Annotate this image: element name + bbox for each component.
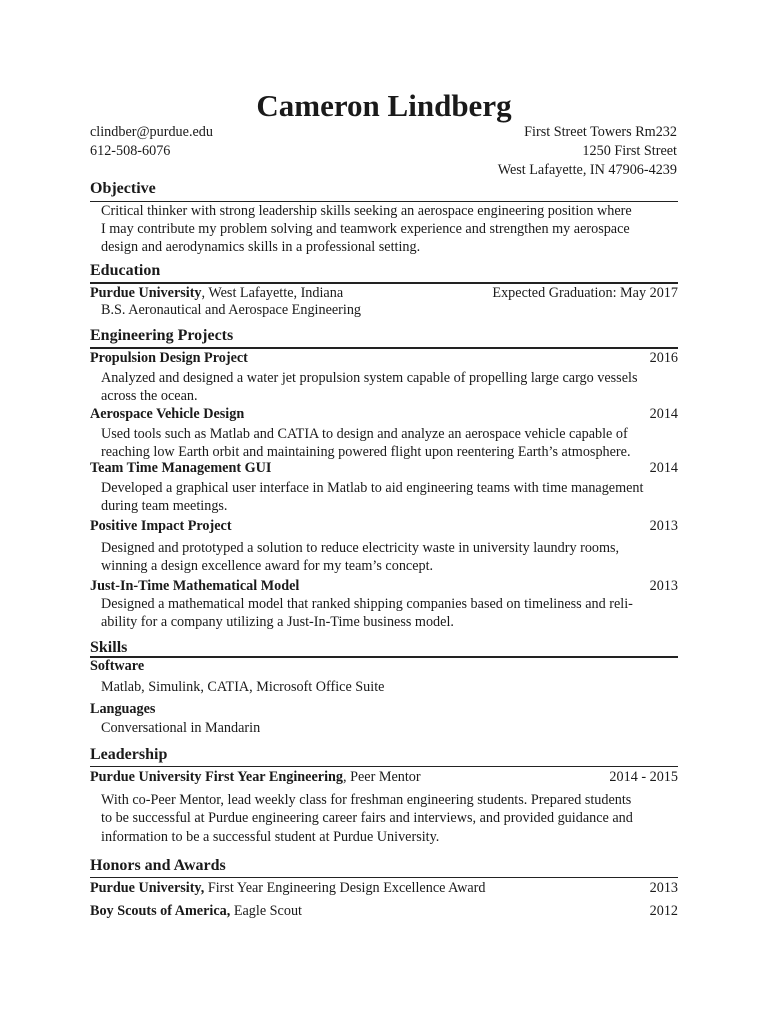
project-title-row	[90, 517, 678, 536]
objective-line-1: Critical thinker with strong leadership skills seeking an aerospace engineering position where	[101, 203, 632, 219]
honor-award: Eagle Scout	[230, 903, 302, 919]
project-title-row	[90, 405, 678, 424]
project-description-line: across the ocean.	[101, 388, 198, 404]
languages-value: Conversational in Mandarin	[101, 720, 261, 736]
project-year: 2013	[649, 518, 678, 534]
honor-org: Purdue University,	[90, 880, 205, 896]
project-year: 2014	[649, 406, 678, 422]
leadership-years: 2014 - 2015	[609, 769, 678, 785]
address-line-1: First Street Towers Rm232	[524, 124, 677, 140]
software-label: Software	[90, 658, 145, 674]
leadership-description-line: information to be a successful student at Purdue University.	[101, 829, 440, 845]
objective-heading: Objective	[90, 180, 156, 197]
education-row	[90, 284, 678, 303]
honor-entry	[90, 902, 302, 921]
email: clindber@purdue.edu	[90, 124, 213, 140]
candidate-name: Cameron Lindberg	[256, 88, 512, 123]
honor-year: 2013	[649, 880, 678, 896]
leadership-rule	[90, 766, 678, 767]
address-line-2: 1250 First Street	[582, 143, 677, 159]
project-description-line: ability for a company utilizing a Just-In-Time business model.	[101, 614, 454, 630]
honor-row	[90, 902, 678, 921]
project-title: Team Time Management GUI	[90, 460, 272, 476]
education-institution	[90, 284, 343, 303]
honor-award: First Year Engineering Design Excellence Award	[204, 880, 486, 896]
project-title: Aerospace Vehicle Design	[90, 406, 245, 422]
phone: 612-508-6076	[90, 143, 171, 159]
degree: B.S. Aeronautical and Aerospace Engineering	[101, 302, 362, 318]
project-title: Just-In-Time Mathematical Model	[90, 578, 300, 594]
project-title-row	[90, 577, 678, 596]
project-description-line: Used tools such as Matlab and CATIA to design and analyze an aerospace vehicle capable of	[101, 426, 628, 442]
leadership-heading: Leadership	[90, 746, 168, 763]
languages-label: Languages	[90, 701, 156, 717]
project-description-line: Developed a graphical user interface in Matlab to aid engineering teams with time management	[101, 480, 644, 496]
project-title-row	[90, 459, 678, 478]
project-title-row	[90, 349, 678, 368]
leadership-description-line: to be successful at Purdue engineering career fairs and interviews, and provided guidance and	[101, 810, 633, 826]
project-description-line: reaching low Earth orbit and maintaining powered flight upon reentering Earth’s atmosphere.	[101, 444, 631, 460]
honors-rule	[90, 877, 678, 878]
skills-rule	[90, 656, 678, 658]
leadership-description-line: With co-Peer Mentor, lead weekly class for freshman engineering students. Prepared students	[101, 792, 632, 808]
objective-line-3: design and aerodynamics skills in a professional setting.	[101, 239, 421, 255]
project-description-line: Analyzed and designed a water jet propulsion system capable of propelling large cargo vessels	[101, 370, 638, 386]
honor-row	[90, 879, 678, 898]
leadership-position	[90, 768, 421, 787]
projects-heading: Engineering Projects	[90, 327, 234, 344]
skills-heading: Skills	[90, 639, 128, 656]
education-heading: Education	[90, 262, 161, 279]
leadership-row	[90, 768, 678, 787]
project-description-line: during team meetings.	[101, 498, 228, 514]
project-title: Propulsion Design Project	[90, 350, 248, 366]
project-description-line: Designed a mathematical model that ranked shipping companies based on timeliness and reli-	[101, 596, 633, 612]
school-location: , West Lafayette, Indiana	[201, 285, 344, 301]
honor-org: Boy Scouts of America,	[90, 903, 231, 919]
objective-line-2: I may contribute my problem solving and teamwork experience and strengthen my aerospace	[101, 221, 630, 237]
address-line-3: West Lafayette, IN 47906-4239	[497, 162, 677, 178]
project-title: Positive Impact Project	[90, 518, 232, 534]
leadership-role: , Peer Mentor	[343, 769, 421, 785]
honor-entry	[90, 879, 486, 898]
school-name: Purdue University	[90, 285, 202, 301]
project-year: 2016	[649, 350, 678, 366]
project-year: 2013	[649, 578, 678, 594]
honor-year: 2012	[649, 903, 678, 919]
leadership-org: Purdue University First Year Engineering	[90, 769, 343, 785]
project-description-line: Designed and prototyped a solution to reduce electricity waste in university laundry rooms,	[101, 540, 620, 556]
project-description-line: winning a design excellence award for my team’s concept.	[101, 558, 434, 574]
graduation-date: Expected Graduation: May 2017	[492, 285, 678, 301]
software-value: Matlab, Simulink, CATIA, Microsoft Office Suite	[101, 679, 385, 695]
honors-heading: Honors and Awards	[90, 857, 226, 874]
project-year: 2014	[649, 460, 678, 476]
